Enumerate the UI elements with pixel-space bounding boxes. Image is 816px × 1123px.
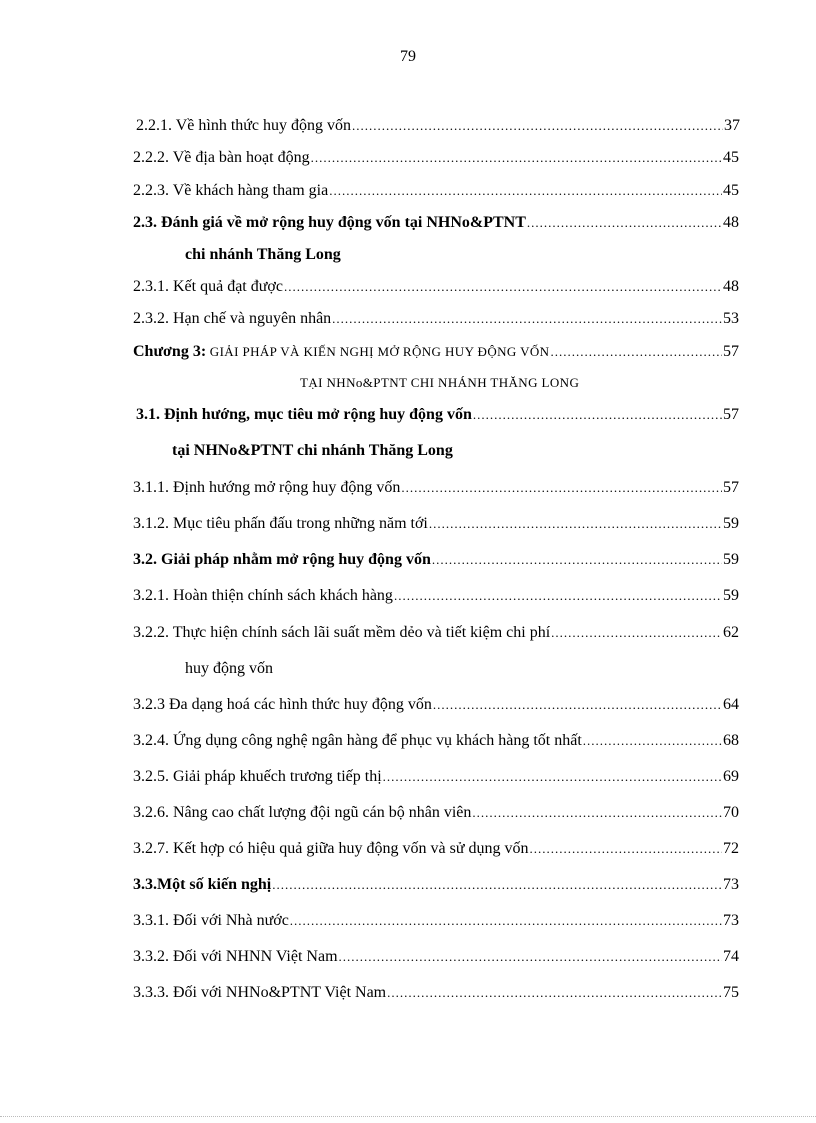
toc-entry-label: 2.3.1. Kết quả đạt được xyxy=(133,278,283,295)
toc-entry-page: 45 xyxy=(723,182,739,199)
page-border-dots xyxy=(0,1116,816,1117)
toc-leader-dots xyxy=(433,695,722,715)
toc-entry xyxy=(133,875,739,895)
toc-entry-label: 3.2.1. Hoàn thiện chính sách khách hàng xyxy=(133,587,393,604)
toc-entry-page: 57 xyxy=(723,406,739,423)
toc-entry xyxy=(133,947,739,967)
toc-entry-page: 64 xyxy=(723,696,739,713)
toc-entry-label: 3.2.4. Ứng dụng công nghệ ngân hàng để phục vụ khách hàng tốt nhất xyxy=(133,732,582,749)
toc-leader-dots xyxy=(284,277,722,297)
toc-entry-label: 3.2. Giải pháp nhằm mở rộng huy động vốn xyxy=(133,551,431,568)
toc-entry-continuation: chi nhánh Thăng Long xyxy=(185,246,341,263)
toc-entry-page: 57 xyxy=(723,343,739,360)
toc-entry xyxy=(133,911,739,931)
toc-leader-dots xyxy=(352,116,723,136)
toc-entry xyxy=(133,767,739,787)
toc-entry-label: 3.3.3. Đối với NHNo&PTNT Việt Nam xyxy=(133,984,387,1001)
toc-leader-dots xyxy=(290,911,722,931)
toc-entry xyxy=(136,405,739,425)
toc-entry-label: 3.3.1. Đối với Nhà nước xyxy=(133,912,289,929)
toc-leader-dots xyxy=(527,213,722,233)
toc-entry-label: 2.3.2. Hạn chế và nguyên nhân xyxy=(133,310,332,327)
toc-leader-dots xyxy=(472,803,722,823)
toc-entry xyxy=(133,478,739,498)
toc-entry-page: 37 xyxy=(724,117,740,134)
toc-entry-page: 59 xyxy=(723,515,739,532)
toc-entry xyxy=(133,803,739,823)
toc-entry-page: 48 xyxy=(723,278,739,295)
toc-leader-dots xyxy=(551,623,722,643)
toc-entry-label: 3.2.3 Đa dạng hoá các hình thức huy động vốn xyxy=(133,696,432,713)
toc-entry-label: 2.3. Đánh giá về mở rộng huy động vốn tại NHNo&PTNT xyxy=(133,214,526,231)
toc-leader-dots xyxy=(429,514,722,534)
toc-leader-dots xyxy=(394,586,722,606)
toc-entry xyxy=(133,983,739,1003)
toc-entry xyxy=(133,695,739,715)
toc-entry xyxy=(133,342,739,362)
toc-entry xyxy=(133,586,739,606)
toc-entry xyxy=(133,277,739,297)
toc-entry xyxy=(136,116,740,136)
toc-leader-dots xyxy=(332,309,722,329)
toc-entry-page: 72 xyxy=(723,840,739,857)
toc-entry-page: 62 xyxy=(723,624,739,641)
toc-entry-label: 2.2.1. Về hình thức huy động vốn xyxy=(136,117,352,134)
toc-leader-dots xyxy=(383,767,722,787)
toc-leader-dots xyxy=(311,148,722,168)
toc-entry-continuation: tại NHNo&PTNT chi nhánh Thăng Long xyxy=(172,442,453,459)
toc-entry xyxy=(133,731,739,751)
toc-entry-page: 45 xyxy=(723,149,739,166)
toc-entry-page: 68 xyxy=(723,732,739,749)
toc-entry-page: 59 xyxy=(723,587,739,604)
toc-entry-label: GIẢI PHÁP VÀ KIẾN NGHỊ MỞ RỘNG HUY ĐỘNG VỐN xyxy=(206,344,550,359)
toc-entry xyxy=(133,181,739,201)
toc-leader-dots xyxy=(550,342,722,362)
toc-chapter-prefix: Chương 3: xyxy=(133,343,207,360)
toc-entry xyxy=(133,213,739,233)
toc-leader-dots xyxy=(583,731,722,751)
toc-entry xyxy=(133,309,739,329)
toc-leader-dots xyxy=(339,947,722,967)
toc-entry-page: 73 xyxy=(723,876,739,893)
toc-entry-label: 3.2.2. Thực hiện chính sách lãi suất mềm dẻo và tiết kiệm chi phí xyxy=(133,624,551,641)
toc-entry-continuation: huy động vốn xyxy=(185,660,273,677)
toc-entry-page: 59 xyxy=(723,551,739,568)
toc-entry-label: 3.1.1. Định hướng mở rộng huy động vốn xyxy=(133,479,401,496)
toc-entry-page: 69 xyxy=(723,768,739,785)
toc-leader-dots xyxy=(387,983,722,1003)
toc-entry-label: 3.3.Một số kiến nghị xyxy=(133,876,272,893)
toc-entry-label: 3.2.6. Nâng cao chất lượng đội ngũ cán bộ nhân viên xyxy=(133,804,472,821)
toc-entry-page: 53 xyxy=(723,310,739,327)
toc-entry-page: 57 xyxy=(723,479,739,496)
toc-leader-dots xyxy=(432,550,722,570)
toc-entry-page: 73 xyxy=(723,912,739,929)
toc-entry-page: 74 xyxy=(723,948,739,965)
page-number: 79 xyxy=(400,48,416,65)
toc-entry-label: 3.1.2. Mục tiêu phấn đấu trong những năm tới xyxy=(133,515,428,532)
toc-entry xyxy=(133,148,739,168)
toc-entry-label: 3.1. Định hướng, mục tiêu mở rộng huy động vốn xyxy=(136,406,472,423)
toc-entry-label: 2.2.3. Về khách hàng tham gia xyxy=(133,182,329,199)
toc-entry xyxy=(133,623,739,643)
toc-entry-page: 75 xyxy=(723,984,739,1001)
toc-entry-label: 3.2.5. Giải pháp khuếch trương tiếp thị xyxy=(133,768,382,785)
toc-leader-dots xyxy=(329,181,722,201)
toc-leader-dots xyxy=(473,405,722,425)
toc-entry-label: 3.3.2. Đối với NHNN Việt Nam xyxy=(133,948,338,965)
toc-entry xyxy=(133,839,739,859)
toc-leader-dots xyxy=(530,839,722,859)
toc-leader-dots xyxy=(401,478,722,498)
toc-entry-label: 3.2.7. Kết hợp có hiệu quả giữa huy động vốn và sử dụng vốn xyxy=(133,840,529,857)
toc-entry xyxy=(133,550,739,570)
toc-entry-label: 2.2.2. Về địa bàn hoạt động xyxy=(133,149,310,166)
toc-entry-page: 48 xyxy=(723,214,739,231)
toc-leader-dots xyxy=(272,875,722,895)
toc-entry-page: 70 xyxy=(723,804,739,821)
toc-entry xyxy=(133,514,739,534)
toc-entry-continuation: TẠI NHNo&PTNT CHI NHÁNH THĂNG LONG xyxy=(300,375,580,390)
